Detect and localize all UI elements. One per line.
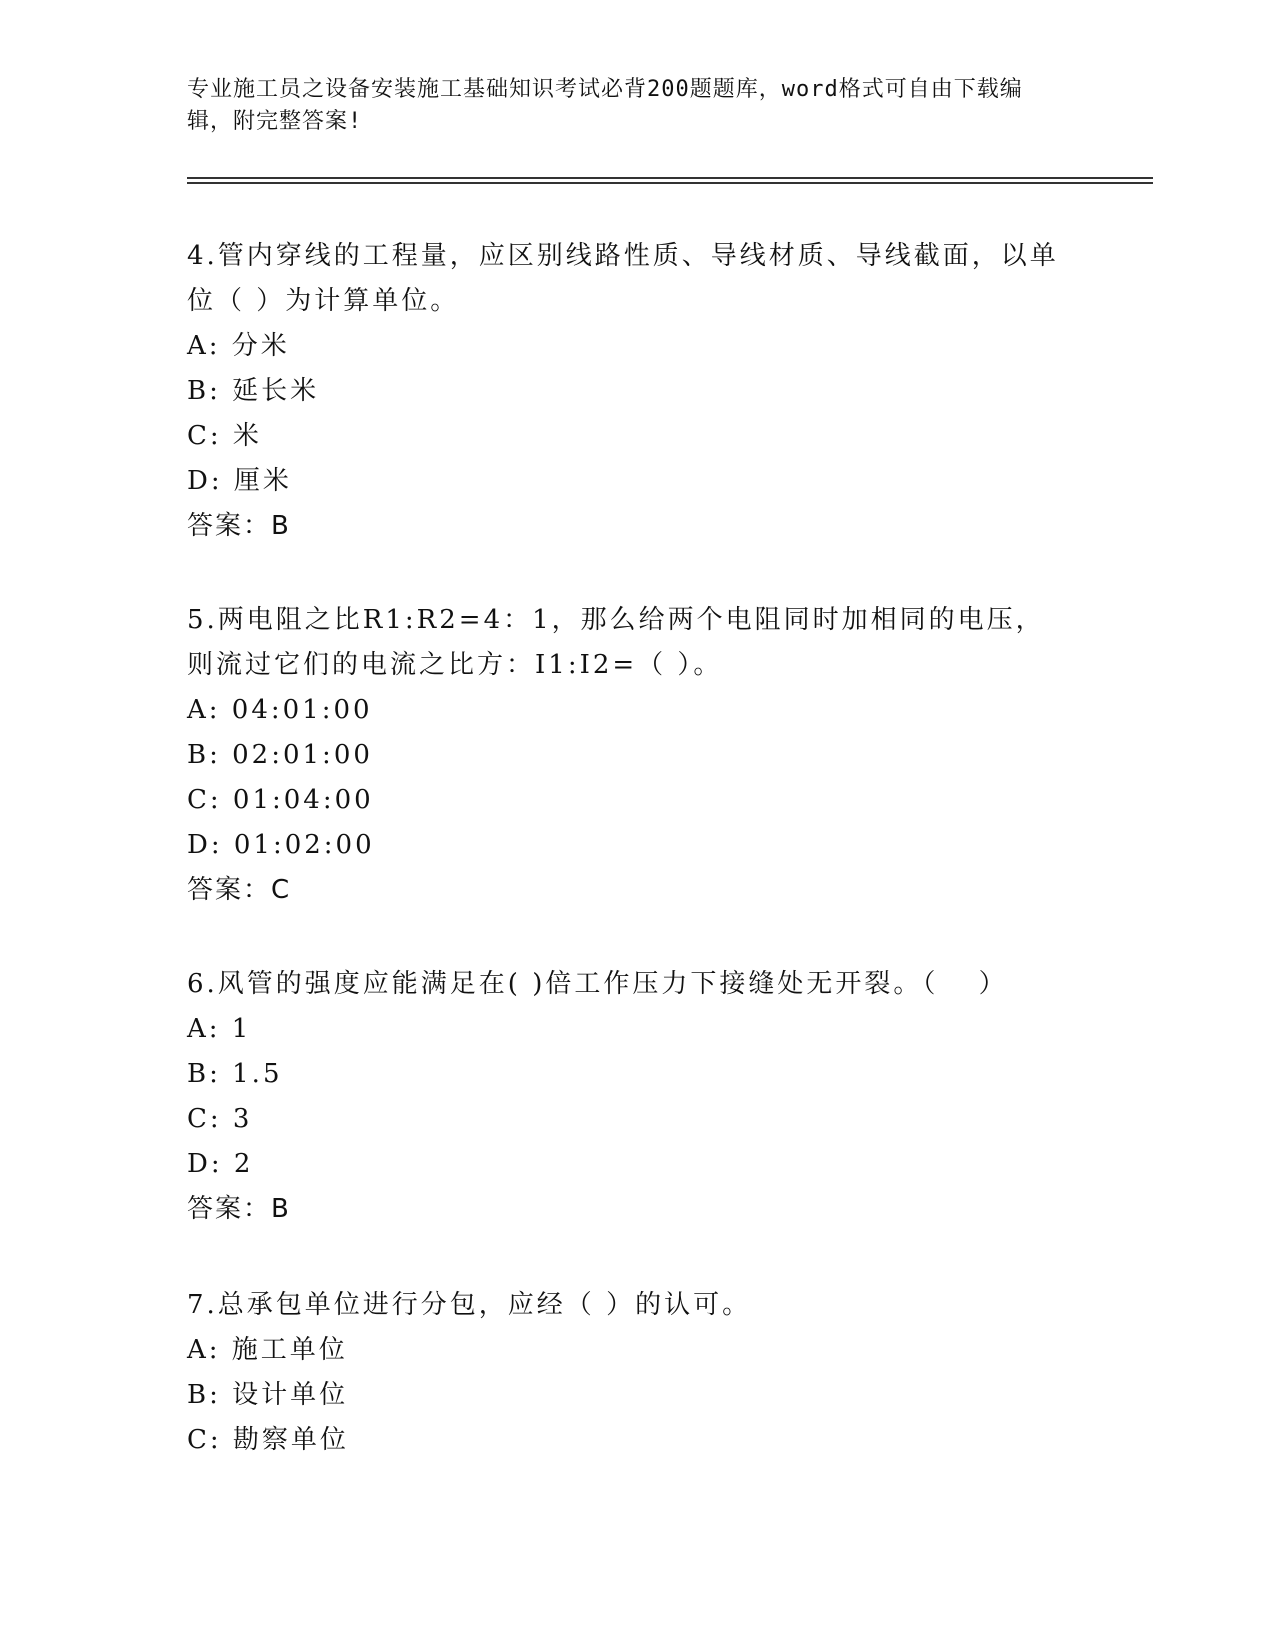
option-b: B: 1.5 [187,1059,283,1089]
option-a: A: 1 [187,1014,252,1044]
option-c: C: 勘察单位 [187,1425,349,1455]
answer: 答案：C [187,875,292,905]
option-d: D: 厘米 [187,466,292,496]
question-5 [187,598,1067,913]
option-c: C: 01:04:00 [187,785,374,815]
question-text: 4.管内穿线的工程量，应区别线路性质、导线材质、导线截面，以单位（ ）为计算单位。 [187,241,1059,316]
option-b: B: 延长米 [187,376,320,406]
option-b: B: 02:01:00 [187,740,373,770]
question-4 [187,234,1067,549]
document-header: 专业施工员之设备安装施工基础知识考试必背200题题库，word格式可自由下载编辑，附完整答案! [187,77,1023,134]
question-7 [187,1283,1067,1463]
question-6 [187,962,1067,1232]
answer: 答案：B [187,511,291,541]
option-a: A: 施工单位 [187,1335,348,1365]
answer: 答案：B [187,1194,291,1224]
header-divider-bottom [187,182,1153,184]
question-text: 6.风管的强度应能满足在( )倍工作压力下接缝处无开裂。（ ） [187,969,1008,999]
option-d: D: 2 [187,1149,254,1179]
question-text: 7.总承包单位进行分包，应经（ ）的认可。 [187,1290,752,1320]
option-a: A: 分米 [187,331,290,361]
option-b: B: 设计单位 [187,1380,349,1410]
option-d: D: 01:02:00 [187,830,375,860]
option-c: C: 米 [187,421,262,451]
option-a: A: 04:01:00 [187,695,373,725]
header-divider-top [187,177,1153,179]
option-c: C: 3 [187,1104,253,1134]
question-text: 5.两电阻之比R1:R2=4：1，那么给两个电阻同时加相同的电压，则流过它们的电流之比方：I1:I2=（ ）。 [187,605,1045,680]
